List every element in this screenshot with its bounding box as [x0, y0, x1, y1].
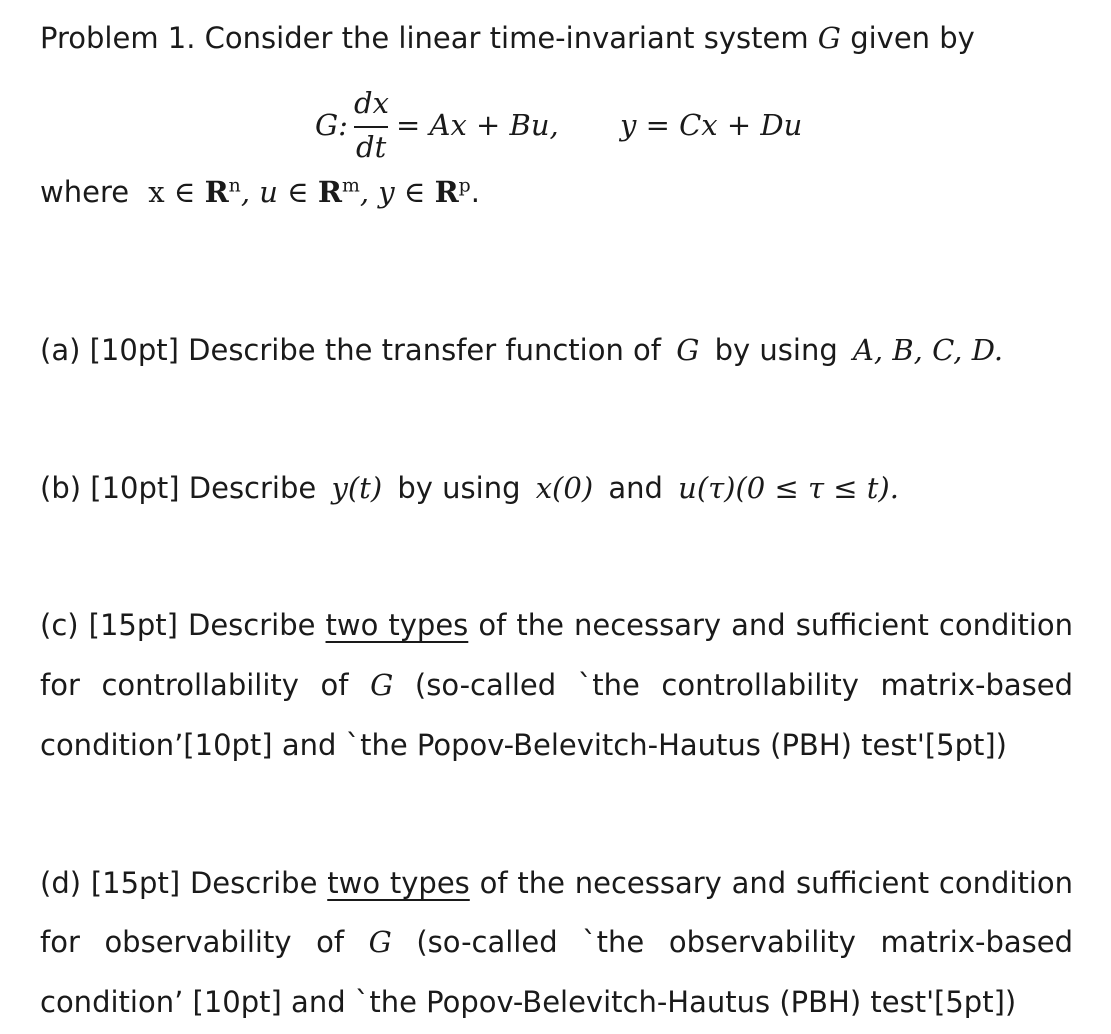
- part-a-mid: by using: [714, 333, 838, 367]
- problem-intro-end: given by: [850, 21, 975, 55]
- eq-lhs: G:: [315, 108, 348, 142]
- problem-intro: Consider the linear time-invariant system: [204, 21, 809, 55]
- state-space-equation: [0, 86, 1111, 166]
- part-a-vars: A, B, C, D.: [852, 333, 1004, 367]
- real-set-n: R: [204, 175, 229, 209]
- eq-rhs-output: y = Cx + Du: [620, 108, 803, 142]
- x-domain: x ∈: [148, 175, 205, 209]
- part-d-label: (d) [15pt] Describe: [40, 866, 318, 900]
- where-word: where: [40, 175, 130, 209]
- part-d-line-2: [40, 922, 1073, 962]
- part-c-line-2: [40, 665, 1073, 705]
- u-domain: , u ∈: [240, 175, 318, 209]
- part-c-l2-pre: for controllability of: [40, 668, 349, 702]
- part-b: [40, 468, 1073, 508]
- fraction-bar: [354, 126, 388, 128]
- part-c-l2-post: (so-called `the controllability matrix-based: [414, 668, 1074, 702]
- part-d-l1-post: of the necessary and sufficient condition: [479, 866, 1073, 900]
- system-symbol: G: [817, 21, 841, 55]
- part-b-mid2: and: [608, 471, 663, 505]
- part-a: [40, 330, 1073, 370]
- part-c-label: (c) [15pt] Describe: [40, 608, 316, 642]
- part-d-l2-post: (so-called `the observability matrix-based: [416, 925, 1074, 959]
- part-c-underlined: two types: [325, 608, 469, 642]
- part-c-line-3: condition’[10pt] and `the Popov-Belevitch-Hautus (PBH) test'[5pt]): [40, 728, 1007, 762]
- part-b-ut: u(τ)(0 ≤ τ ≤ t).: [678, 471, 899, 505]
- eq-rhs-state: = Ax + Bu,: [396, 108, 559, 142]
- part-b-x0: x(0): [535, 471, 594, 505]
- part-d-l2-pre: for observability of: [40, 925, 345, 959]
- part-c-line-1: [40, 605, 1073, 645]
- dim-p: p: [458, 175, 471, 197]
- where-line: [40, 172, 1073, 212]
- y-domain: , y ∈: [359, 175, 435, 209]
- part-b-label: (b) [10pt] Describe: [40, 471, 317, 505]
- part-b-mid1: by using: [397, 471, 521, 505]
- part-c-system: G: [370, 668, 394, 702]
- part-a-system: G: [676, 333, 700, 367]
- problem-statement: [40, 18, 1073, 58]
- part-d-line-3: condition’ [10pt] and `the Popov-Belevitch-Hautus (PBH) test'[5pt]): [40, 985, 1017, 1019]
- part-d-underlined: two types: [327, 866, 470, 900]
- problem-title: Problem 1.: [40, 21, 196, 55]
- part-c-l1-post: of the necessary and sufficient condition: [478, 608, 1074, 642]
- part-b-yt: y(t): [331, 471, 383, 505]
- eq-denominator: dt: [356, 130, 387, 164]
- part-a-label: (a) [10pt] Describe the transfer function of: [40, 333, 662, 367]
- dim-n: n: [228, 175, 241, 197]
- part-d-system: G: [368, 925, 392, 959]
- part-d-line-1: [40, 863, 1073, 903]
- real-set-p: R: [434, 175, 459, 209]
- real-set-m: R: [317, 175, 342, 209]
- dim-m: m: [341, 175, 360, 197]
- eq-numerator: dx: [354, 86, 389, 120]
- where-end: .: [470, 175, 480, 209]
